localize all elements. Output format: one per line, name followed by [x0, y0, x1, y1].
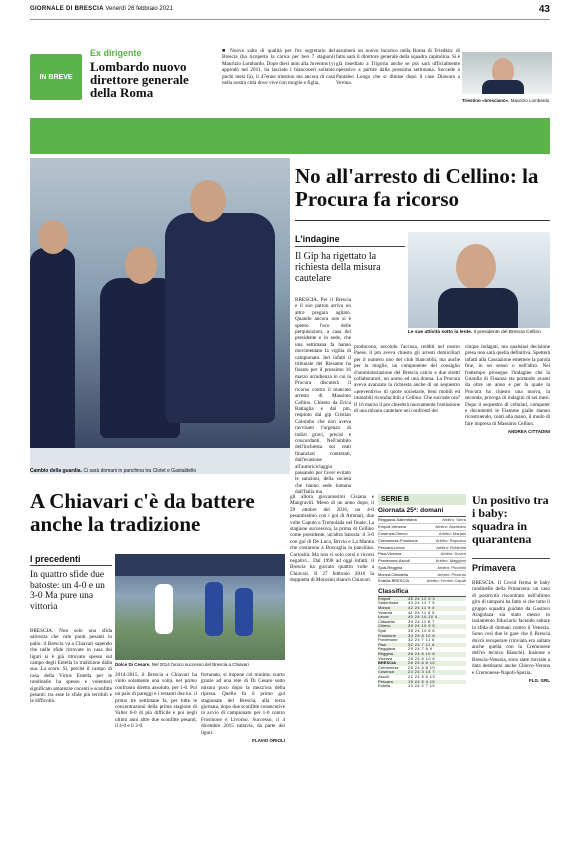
- precedenti-rule: [30, 565, 112, 566]
- team-stats: 28 24 6 10 8: [408, 650, 436, 656]
- coaches-caption-bold: Cambio della guardia.: [30, 468, 82, 474]
- team-stats: 21 24 5 6 13: [408, 673, 436, 679]
- match-referee: Arbitro: Serra: [442, 517, 466, 523]
- player-blue-1: [205, 582, 223, 636]
- cellino-photo: [408, 232, 550, 328]
- match-row: [378, 564, 466, 571]
- lombardo-caption-text: Maurizio Lombardo: [510, 98, 550, 103]
- team-name: Ascoli: [378, 673, 389, 679]
- match-referee: Arbitro: Mariani: [438, 530, 466, 536]
- lombardo-suit: [482, 80, 524, 94]
- team-name: Lecce: [378, 614, 389, 620]
- breve-text-a: ■ Nuovo salto di qualità per l'ex segretario del Brescia (ha ricoperto la carica per ben 7 stagioni) Maurizio Lombardo. Dopo dieci anni alla Juventus (vi approdò nel 2011, ha lasciato i bianconeri soltanto pochi mesi fa), il 47enne triestino ma ancora di casa nella nostra città dove vive con moglie e figlia,: [222, 48, 335, 87]
- coaches-caption: [30, 468, 290, 474]
- team-stats: 26 24 6 8 10: [408, 664, 436, 670]
- page-number: 43: [538, 4, 550, 15]
- team-stats: 32 24 7 11 6: [408, 641, 435, 647]
- issue-date: Venerdì 26 febbraio 2021: [105, 6, 173, 12]
- player-white: [155, 584, 173, 634]
- team-name: Cosenza: [378, 669, 394, 675]
- main-col-c: [465, 344, 550, 434]
- team-name: Entella: [378, 683, 391, 689]
- match-referee: Arbitro: Ferrieri Caputi: [426, 578, 466, 584]
- cellino-caption-bold: Le sue attività sotto la lente.: [408, 330, 473, 335]
- team-stats: 26 24 6 8 10: [408, 660, 436, 666]
- section-label-primavera: Primavera: [472, 563, 516, 573]
- match-teams: Monza-Cittadella: [378, 571, 409, 577]
- match-row: [378, 524, 466, 531]
- match-row: [378, 558, 466, 565]
- team-stats: 34 24 8 10 6: [408, 632, 436, 638]
- coach-clotet-head: [125, 246, 157, 284]
- primavera-signature: FLG. GRL: [529, 678, 550, 684]
- primavera-headline: Un positivo tra i baby: squadra in quarantena: [472, 493, 549, 546]
- match-teams: Pordenone-Ascoli: [378, 558, 410, 564]
- match-caption-text: Nel 2014 l'unico successo del Brescia a Chiavari: [151, 662, 249, 667]
- match-referee: Arbitro: Aureliano: [435, 524, 466, 530]
- match-row: [378, 544, 466, 551]
- main-signature: ANDREA CITTADINI: [507, 429, 550, 435]
- match-row: [378, 537, 466, 544]
- chiavari-col-e: 2014-2015, il Brescia a Chiavari ha vinto solamente una volta, nel primo confronto diretto assoluto, per 1-0. Poi un paio di pareggi e i restanti due ko: il primo tre settimane fa, per tutte le concentrazioni della prima stagione di Valter 0-0 di più difficile e poi negli ultimi anni altre due sconfitte pesanti, il 4-0 e il 3-0.: [115, 672, 197, 730]
- team-stats: 23 24 3 14 7: [408, 669, 436, 675]
- paper-name: GIORNALE DI BRESCIA: [30, 6, 104, 12]
- headline-rule: [295, 220, 550, 221]
- chiavari-subhead: In quattro sfide due batoste: un 4-0 e un 3-0 Ma pure una vittoria: [30, 570, 105, 612]
- team-name: Frosinone: [378, 632, 396, 638]
- match-caption-bold: Dolce Di Cesare.: [115, 662, 151, 667]
- cellino-head: [456, 244, 496, 290]
- team-stats: 13 24 2 7 15: [408, 683, 436, 689]
- team-name: Salernitana: [378, 600, 399, 606]
- team-name: Empoli: [378, 595, 391, 601]
- match-caption: [115, 662, 285, 667]
- coaches-caption-text: Ci sarà domani in panchina tra Clotet e Gastaldello: [83, 468, 197, 474]
- match-teams: Cosenza-Chievo: [378, 530, 408, 536]
- chiavari-signature: FLAVIO ORIOLI: [252, 738, 285, 744]
- section-label-indagine: L'indagine: [295, 234, 340, 244]
- main-col-b: producono, secondo l'accusa, redditi nel nostro Paese, il pm aveva chiesto gli arresti domiciliari per il numero uno del club biancoblù, ma anche per la moglie, un componente del consiglio d'amministrazione del Brescia calcio e due stretti collaboratori, un uomo ed una donna. La Procura aveva avanzato la richiesta anche di un sequestro «preventivo» di quote societarie, beni mobili ed immobili riconducibili a Cellino. Che succede ora? Il 16 marzo il pm chiederà nuovamente l'emissione di una misura cautelare nei confronti dei: [354, 344, 460, 415]
- team-stats: 19 24 5 4 15: [408, 678, 436, 684]
- team-name: Vicenza: [378, 655, 393, 661]
- match-teams: Empoli-Venezia: [378, 524, 406, 530]
- section-rule: [295, 246, 405, 247]
- match-list: [378, 517, 466, 585]
- stadium-boards: [115, 554, 285, 576]
- standings-title: Classifica: [378, 588, 466, 597]
- team-name: Cittadella: [378, 618, 395, 624]
- section-label-precedenti: I precedenti: [30, 554, 81, 564]
- standings-table: [378, 597, 466, 689]
- team-stats: 41 24 11 8 5: [408, 609, 435, 615]
- main-subhead: Il Gip ha rigettato la richiesta della misura cautelare: [295, 251, 381, 284]
- cellino-jacket: [438, 288, 518, 328]
- match-referee: Arbitro: Robilotta: [436, 544, 466, 550]
- match-row: [378, 578, 466, 585]
- match-referee: Arbitro: Piccinini: [437, 564, 466, 570]
- team-stats: 40 24 10 10 4: [408, 614, 438, 620]
- team-name: Spal: [378, 627, 387, 633]
- chiavari-col-f: [201, 672, 285, 743]
- cellino-caption-text: Il presidente del Brescia Cellino: [473, 330, 541, 335]
- chiavari-col-d: BRESCIA. Non solo una sfida salvezza che vale punti pesanti in palio: il Brescia va a Chiavari sapendo che nelle sfide ritrovate in casa dei liguri si è già ritrovato spesso sul campo degli Entella la tradizione dalla sua. La score. Si, perché il campo di casa della Virtus Entella per le rondinelle ha spesso e volentieri significato amarezze cocenti e sconfitte pesanti: tra esse le sfide più terribili e le difficoltà.: [30, 628, 112, 705]
- match-row: [378, 517, 466, 524]
- lombardo-caption: [462, 98, 562, 103]
- cellino-caption: [408, 330, 550, 335]
- green-banner: [30, 118, 550, 154]
- team-stats: 29 24 7 8 9: [408, 646, 433, 652]
- match-teams: Entella-BRESCIA: [378, 578, 410, 584]
- player-blue-2: [235, 588, 253, 636]
- match-photo: [115, 554, 285, 660]
- team-stats: 45 24 12 9 3: [408, 595, 436, 601]
- team-stats: 28 24 6 10 8: [408, 655, 436, 661]
- main-headline: No all'arresto di Cellino: la Procura fa ricorso: [295, 164, 539, 211]
- team-name: Cremonese: [378, 664, 399, 670]
- page-header: [30, 6, 550, 20]
- main-col-a: BRESCIA. Per il Brescia e il suo patron arriva un altro pregara agitato. Quando ancora non si è spento l'eco delle perquisizioni, a casa del presidente e in sede, che una settimana fa hanno movimentato la vigilia di campionato. Ieri infatti il tribunale del Riesame ha fissato per il prossimo 16 marzo un'udienza in cui la Procura discuterà il ricorso contro il mancato arresto di Massimo Cellino. Chiesto da Erica Battaglia e dal pm, respinto dal gip Cristian Colombo che non aveva ravvisato l'urgenza di indizi gravi, precisi e concordanti. Nell'ambito dell'inchiesta sui reati finanziari contestati, dall'evasione all'autoriciclaggio passando per l'aver evitato le sanzioni, della società che hanno sede lontana dall'Italia ma: [295, 297, 351, 496]
- match-referee: Arbitro: Rapuano: [435, 537, 466, 543]
- team-stats: 32 24 7 11 6: [408, 637, 435, 643]
- team-name: Pordenone: [378, 637, 398, 643]
- chiavari-col-g: gli allora giovanissimi Cisiana e Mangraviti. Meno di un anno dopo, il 29 ottobre del 2016, un 4-0 pesantissimo con i gol di Ammari, due volte Caputo e Tremolada nel finale. La stagione successiva, la prima di Cellino come presidente, un'altra batosta: il 3-0 con gol di De Luca, Brivio e La Mantia che costarono a Boscaglia la panchina. Curiosità. Ma non ci solo corsi e ricorsi negativi... Dal 1998 ad oggi infatti, il Brescia ha giocato quattro volte a Chiavari. Il 27 febbraio 2016 la doppietta di Morosini sbancò Chiavari.: [290, 494, 374, 584]
- coach-gastaldello-head: [190, 180, 226, 222]
- primavera-rule: [472, 558, 550, 559]
- team-name: Chievo: [378, 623, 391, 629]
- match-row: [378, 531, 466, 538]
- match-row: [378, 571, 466, 578]
- team-stats: 39 24 11 6 7: [408, 618, 435, 624]
- team-stats: 43 24 12 7 5: [408, 600, 436, 606]
- team-stats: 38 24 10 8 6: [408, 627, 436, 633]
- match-teams: Pescara-Lecce: [378, 544, 405, 550]
- team-name: Venezia: [378, 609, 393, 615]
- match-referee: Arbitro: Doveri: [440, 551, 466, 557]
- lombardo-photo: [462, 52, 552, 94]
- team-name: Monza: [378, 605, 391, 610]
- serie-b-box: [378, 494, 466, 689]
- coach-gastaldello-silhouette: [165, 213, 275, 423]
- breve-text-b: assumerà un nuovo incarico nella Roma di Friedkin: di fatto sarà il direttore generale della squadra capitolina. Si è già insediato a Trigoria anche se poi sarà ufficialmente operativo a partire dalla prossima settimana. Succede a Pantaleo Longo che si dimise dopo il caso Diawara a Verona.: [336, 48, 460, 87]
- lombardo-caption-bold: Triestino «bresciano».: [462, 98, 510, 103]
- chiavari-headline: A Chiavari c'è da battere anche la tradizione: [30, 489, 255, 536]
- team-stats: 39 24 10 9 5: [408, 623, 436, 629]
- breve-headline: Lombardo nuovo direttore generale della Roma: [90, 59, 189, 100]
- primavera-text: BRESCIA. Il Covid ferma le baby rondinelle della Primavera: un caso di positività riscontrato nell'ultimo giro di tamponi ha fatto sì che tutto il gruppo squadra guidato da Gustavo Aragolaza sia stato messo in isolamento fiduciario facendo saltare la sfida di domani contro il Venezia. Sono così due le gare che il Brescia dovrà recuperare (rinviata era saltata anche quella con la Cremonese dell'ex tecnico Bianchi). Insieme a Brescia-Venezia, sono state rinviate a data destinarsi anche Chievo-Verona e Cremonese-Napoli-Spezia.: [472, 580, 550, 676]
- round-title: Giornata 25ª: domani: [378, 505, 466, 517]
- match-row: [378, 551, 466, 558]
- match-teams: Cremonese-Frosinone: [378, 537, 418, 543]
- primavera-col: [472, 580, 550, 683]
- player-left-silhouette: [30, 248, 75, 474]
- serie-b-title: SERIE B: [378, 494, 466, 505]
- team-name: Reggiana: [378, 646, 396, 652]
- main-col-c-text: cinque indagati, ma qualsiasi decisione presa non sarà quella definitiva. Spetterà infatti alla Cassazione emettere la parola fine, in un senso o nell'altro. Nel frattempo prosegue l'indagine che la Guardia di Finanza sta portando avanti da oltre un anno e per la quale la Procura ha chiesto una nuova, la seconda, proroga di indagini di sei mesi. Dopo il sequestro di cellulari, computer e documenti le Fiamme gialle stanno ricostruendo, conti alla mano, il modo di fare impresa di Massimo Cellino.: [465, 344, 550, 427]
- match-referee: Arbitro: Maggioni: [435, 558, 466, 564]
- player-left-head: [38, 220, 68, 254]
- team-name: Pisa: [378, 641, 386, 647]
- match-teams: Pisa-Vicenza: [378, 551, 402, 557]
- team-name: BRESCIA: [378, 660, 397, 666]
- match-referee: Arbitro: Pezzuto: [437, 571, 466, 577]
- match-teams: Reggiana-Salernitana: [378, 517, 417, 523]
- breve-kicker: Ex dirigente: [90, 48, 142, 58]
- breve-headline-block: [90, 48, 210, 99]
- team-stats: 42 24 11 9 4: [408, 605, 435, 610]
- team-name: Pescara: [378, 678, 393, 684]
- in-breve-badge: IN BREVE: [30, 54, 82, 100]
- standings-row: [378, 684, 466, 689]
- match-teams: Spal-Reggina: [378, 564, 403, 570]
- coaches-photo: [30, 158, 290, 474]
- chiavari-col-f-text: fortunato, si impone col minimo scarto grazie ad una rete di Di Cesare sotto misura poco dopo la mezz'ora della ripresa. Quello fu il primo gol stagionale del Brescia, alla terza giornata, dopo due sconfitte consecutive in avvio di campionato per 1-0 contro Frosinone e Livorno. Successo, il 4 dicembre 2015 tuttavia, da parte dei liguri.: [201, 672, 285, 736]
- team-name: Reggina: [378, 650, 393, 656]
